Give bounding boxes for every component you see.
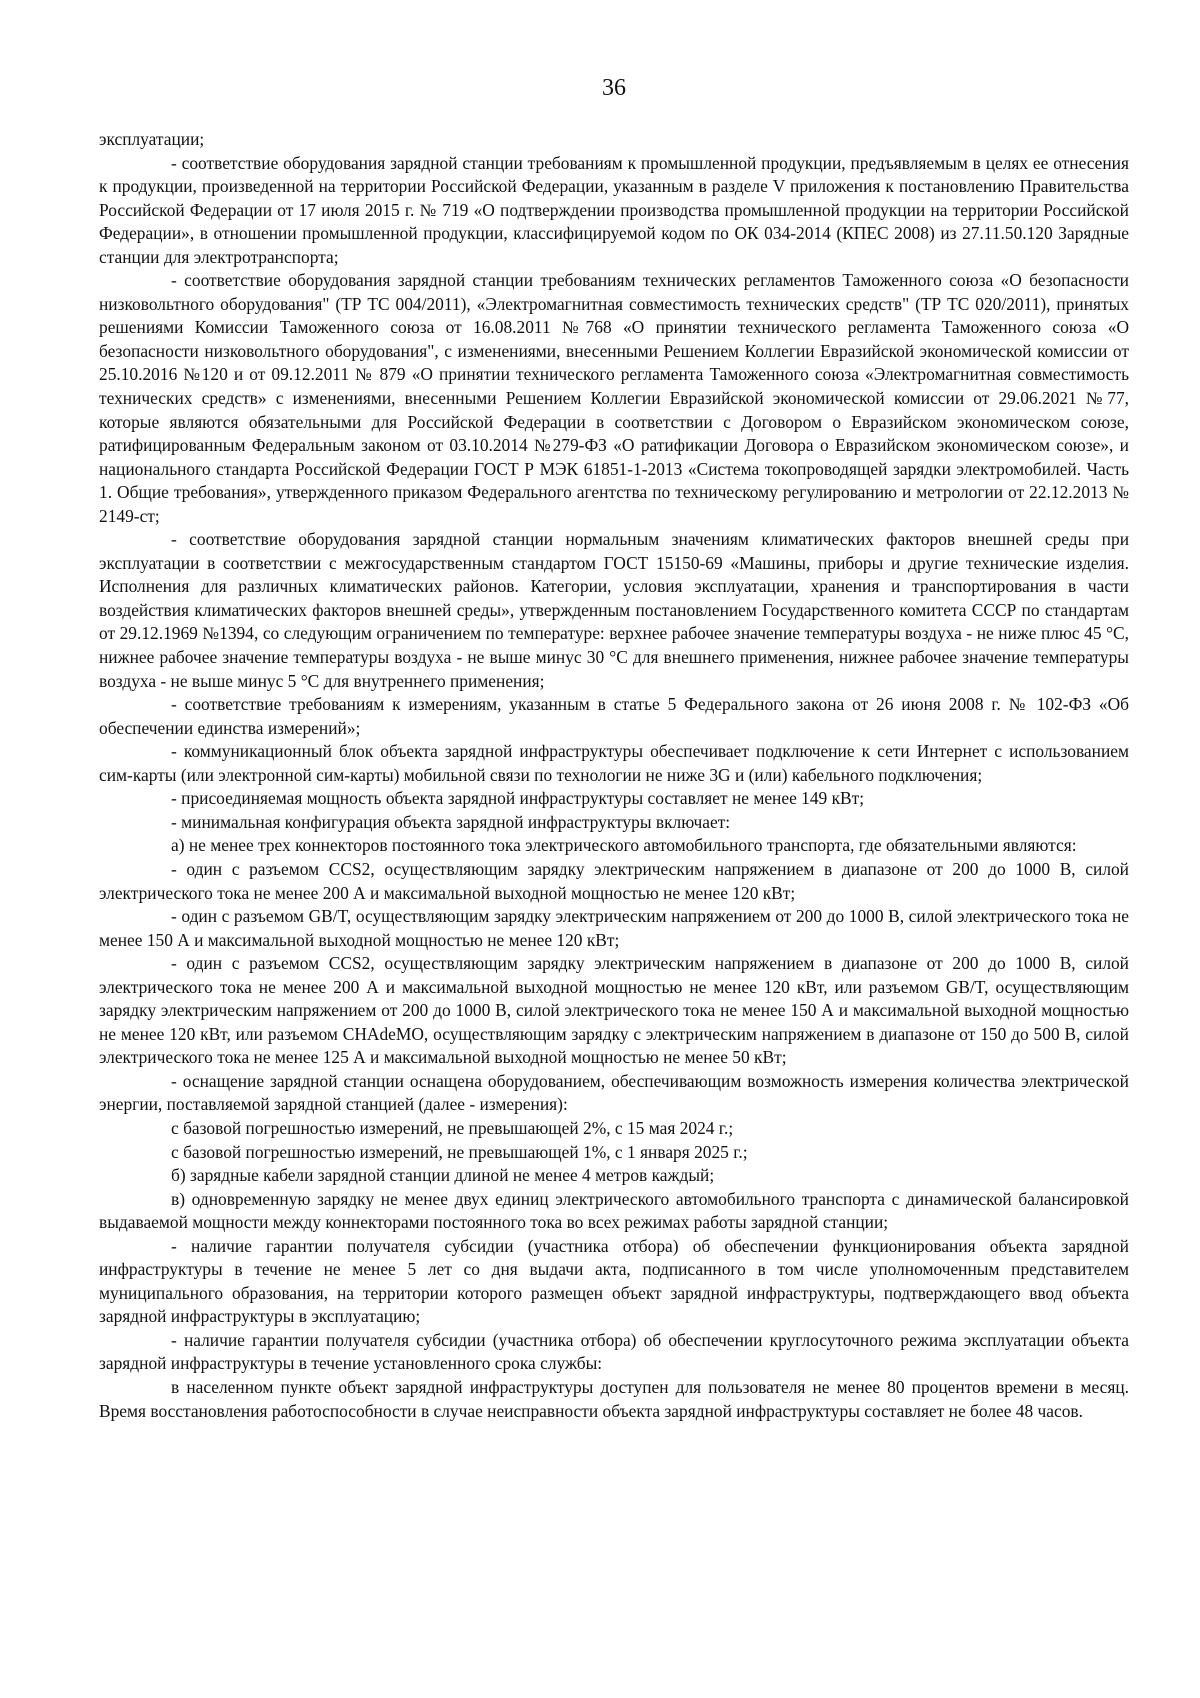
paragraph: эксплуатации;	[99, 129, 205, 149]
paragraph: а) не менее трех коннекторов постоянного тока электрического автомобильного транспорта, где обязательными являются:	[171, 835, 1077, 856]
paragraph: с базовой погрешностью измерений, не превышающей 2%, с 15 мая 2024 г.;	[171, 1117, 734, 1138]
paragraph: - минимальная конфигурация объекта зарядной инфраструктуры включает:	[171, 811, 731, 832]
paragraph: - соответствие оборудования зарядной станции требованиям к промышленной продукции, предъявляемым в целях ее отнесения к продукции, произведенной на территории Российской Федерации, указанным в разделе V приложения к постановлению Правительства Российской Федерации от 17 июля 2015 г. № 719 «О подтверждении производства промышленной продукции на территории Российской Федерации», в отношении промышленной продукции, классифицируемой кодом по ОК 034-2014 (КПЕС 2008) из 27.11.50.120 Зарядные станции для электротранспорта;	[99, 152, 1129, 267]
paragraph: - присоединяемая мощность объекта зарядной инфраструктуры составляет не менее 149 кВт;	[171, 788, 865, 809]
paragraph: - соответствие требованиям к измерениям, указанным в статье 5 Федерального закона от 26 июня 2008 г. № 102-ФЗ «Об обеспечении единства измерений»;	[99, 694, 1129, 738]
paragraph: в населенном пункте объект зарядной инфраструктуры доступен для пользователя не менее 80 процентов времени в месяц. Время восстановления работоспособности в случае неисправности объекта зарядной инфраструктуры составляет не более 48 часов.	[99, 1376, 1129, 1421]
paragraph: - наличие гарантии получателя субсидии (участника отбора) об обеспечении функционирования объекта зарядной инфраструктуры в течение не менее 5 лет со дня выдачи акта, подписанного в том числе уполномоченным представителем муниципального образования, на территории которого размещен объект зарядной инфраструктуры, подтверждающего ввод объекта зарядной инфраструктуры в эксплуатацию;	[99, 1235, 1129, 1327]
paragraph: - наличие гарантии получателя субсидии (участника отбора) об обеспечении круглосуточного режима эксплуатации объекта зарядной инфраструктуры в течение установленного срока службы:	[99, 1329, 1129, 1374]
paragraph: б) зарядные кабели зарядной станции длиной не менее 4 метров каждый;	[171, 1165, 715, 1186]
paragraph: - соответствие оборудования зарядной станции требованиям технических регламентов Таможенного союза «О безопасности низковольтного оборудования" (ТР ТС 004/2011), «Электромагнитная совместимость технических средств" (ТР ТС 020/2011), принятых решениями Комиссии Таможенного союза от 16.08.2011 №768 «О принятии технического регламента Таможенного союза «О безопасности низковольтного оборудования", с изменениями, внесенными Решением Коллегии Евразийской экономической комиссии от 25.10.2016 №120 и от 09.12.2011 № 879 «О принятии технического регламента Таможенного союза «Электромагнитная совместимость технических средств» с изменениями, внесенными Решением Коллегии Евразийской экономической комиссии от 29.06.2021 №77, которые являются обязательными для Российской Федерации в соответствии с Договором о Евразийском экономическом союзе, ратифицированным Федеральным законом от 03.10.2014 №279-ФЗ «О ратификации Договора о Евразийском экономическом союзе», и национального стандарта Российской Федерации ГОСТ Р МЭК 61851-1-2013 «Система токопроводящей зарядки электромобилей. Часть 1. Общие требования», утвержденного приказом Федерального агентства по техническому регулированию и метрологии от 22.12.2013 № 2149-ст;	[99, 270, 1129, 526]
document-body	[99, 128, 1129, 1423]
paragraph: в) одновременную зарядку не менее двух единиц электрического автомобильного транспорта с динамической балансировкой выдаваемой мощности между коннекторами постоянного тока во всех режимах работы зарядной станции;	[99, 1188, 1129, 1233]
paragraph: - соответствие оборудования зарядной станции нормальным значениям климатических факторов внешней среды при эксплуатации в соответствии с межгосударственным стандартом ГОСТ 15150-69 «Машины, приборы и другие технические изделия. Исполнения для различных климатических районов. Категории, условия эксплуатации, хранения и транспортирования в части воздействия климатических факторов внешней среды», утвержденным постановлением Государственного комитета СССР по стандартам от 29.12.1969 №1394, со следующим ограничением по температуре: верхнее рабочее значение температуры воздуха - не ниже плюс 45 °С, нижнее рабочее значение температуры воздуха - не выше минус 30 °С для внешнего применения, нижнее рабочее значение температуры воздуха - не выше минус 5 °С для внутреннего применения;	[99, 529, 1129, 691]
paragraph: - оснащение зарядной станции оснащена оборудованием, обеспечивающим возможность измерения количества электрической энергии, поставляемой зарядной станцией (далее - измерения):	[99, 1070, 1129, 1115]
page-number: 36	[602, 75, 626, 101]
document-page	[99, 0, 1129, 1698]
paragraph: - один с разъемом CCS2, осуществляющим зарядку электрическим напряжением в диапазоне от 200 до 1000 В, силой электрического тока не менее 200 А и максимальной выходной мощностью не менее 120 кВт, или разъемом GB/T, осуществляющим зарядку электрическим напряжением от 200 до 1000 В, силой электрического тока не менее 150 А и максимальной выходной мощностью не менее 120 кВт, или разъемом CHAdeMO, осуществляющим зарядку с электрическим напряжением в диапазоне от 150 до 500 В, силой электрического тока не менее 125 А и максимальной выходной мощностью не менее 50 кВт;	[99, 953, 1129, 1068]
paragraph: - один с разъемом GB/T, осуществляющим зарядку электрическим напряжением от 200 до 1000 В, силой электрического тока не менее 150 А и максимальной выходной мощностью не менее 120 кВт;	[99, 906, 1129, 950]
paragraph: с базовой погрешностью измерений, не превышающей 1%, с 1 января 2025 г.;	[171, 1141, 748, 1162]
paragraph: - один с разъемом CCS2, осуществляющим зарядку электрическим напряжением в диапазоне от 200 до 1000 В, силой электрического тока не менее 200 А и максимальной выходной мощностью не менее 120 кВт;	[99, 858, 1129, 903]
paragraph: - коммуникационный блок объекта зарядной инфраструктуры обеспечивает подключение к сети Интернет с использованием сим-карты (или электронной сим-карты) мобильной связи по технологии не ниже 3G и (или) кабельного подключения;	[99, 741, 1129, 785]
